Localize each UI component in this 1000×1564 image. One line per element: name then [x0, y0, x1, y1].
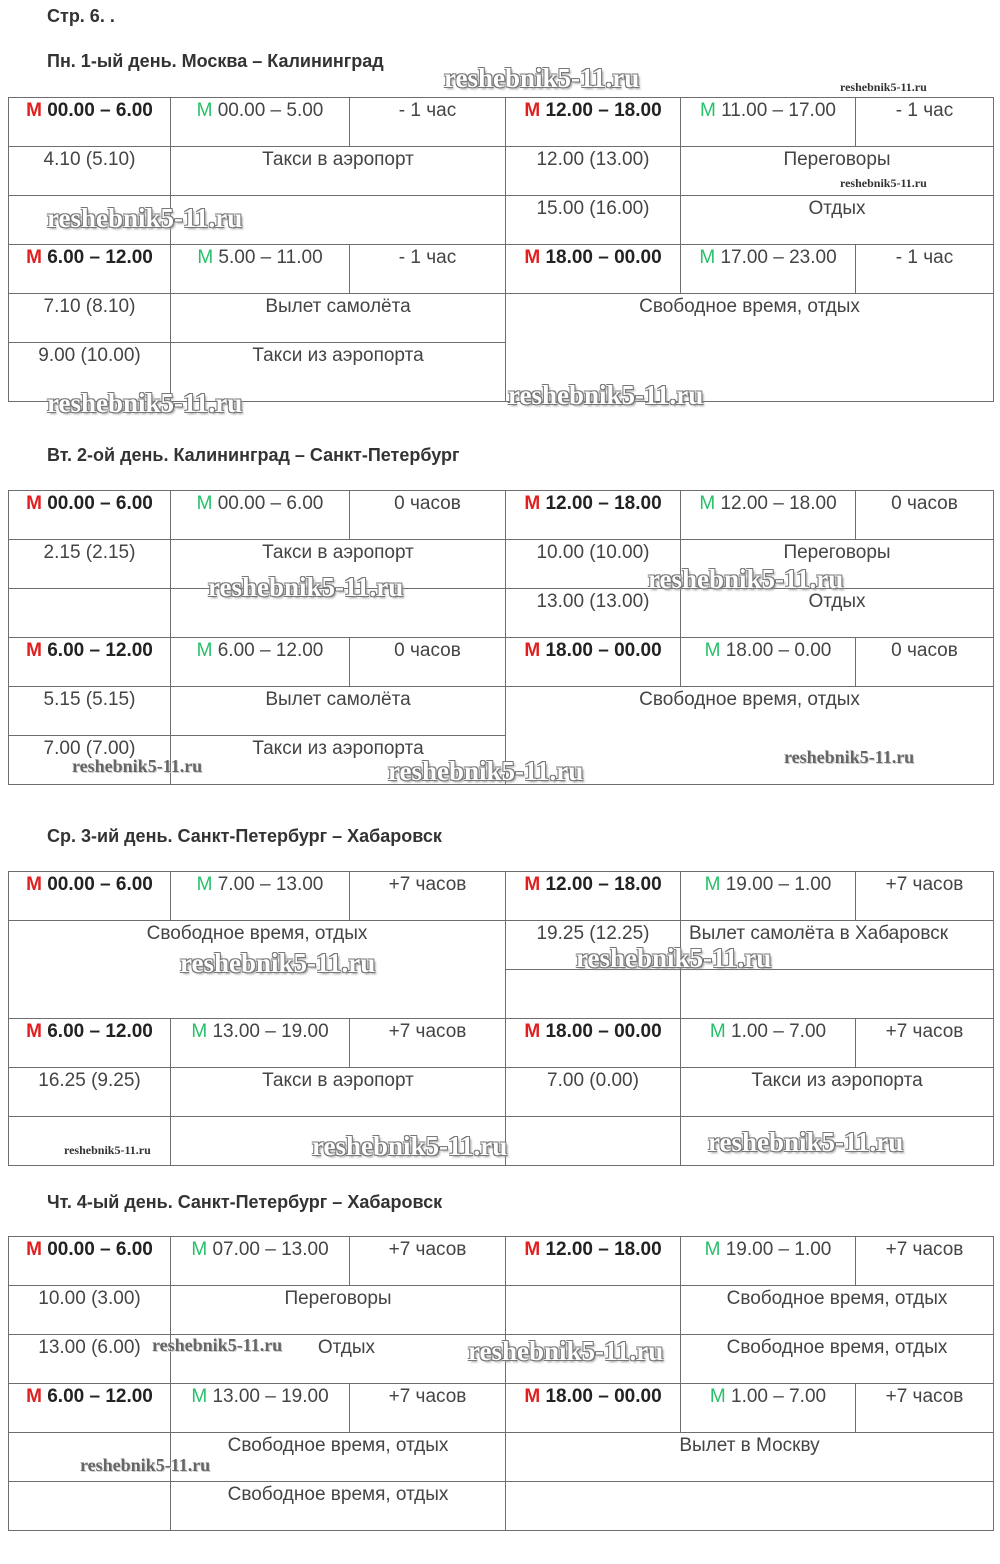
time-diff-cell: +7 часов: [856, 1384, 994, 1433]
watermark: reshebnik5-11.ru: [64, 1143, 151, 1157]
table-row: [9, 638, 994, 687]
event-time-cell: 10.00 (10.00): [506, 540, 681, 589]
event-cell: Свободное время, отдых: [506, 294, 994, 402]
event-cell: Такси из аэропорта: [171, 736, 506, 785]
table-row: [9, 1384, 994, 1433]
table-row: [9, 1019, 994, 1068]
local-time-cell: М 13.00 – 19.00: [171, 1019, 350, 1068]
local-time-cell: М 1.00 – 7.00: [681, 1384, 856, 1433]
event-cell: Свободное время, отдых: [681, 1286, 994, 1335]
moscow-time-cell: М 18.00 – 00.00: [506, 1384, 681, 1433]
local-time-cell: М 11.00 – 17.00: [681, 98, 856, 147]
event-cell: Отдых: [681, 589, 994, 638]
event-cell: [171, 196, 506, 245]
local-time-cell: М 7.00 – 13.00: [171, 872, 350, 921]
local-time-cell: М 00.00 – 5.00: [171, 98, 350, 147]
time-diff-cell: - 1 час: [856, 98, 994, 147]
event-cell: Переговоры: [681, 147, 994, 196]
table-row: [9, 687, 994, 736]
watermark: reshebnik5-11.ru: [47, 388, 243, 418]
event-cell: Отдых: [171, 1335, 506, 1384]
event-time-cell: 4.10 (5.10): [9, 147, 171, 196]
moscow-time-cell: М 12.00 – 18.00: [506, 491, 681, 540]
table-row: [9, 1286, 994, 1335]
time-diff-cell: 0 часов: [350, 638, 506, 687]
local-time-cell: М 1.00 – 7.00: [681, 1019, 856, 1068]
local-time-cell: М 19.00 – 1.00: [681, 872, 856, 921]
table-row: [9, 589, 994, 638]
watermark: reshebnik5-11.ru: [388, 756, 584, 786]
watermark: reshebnik5-11.ru: [508, 380, 704, 410]
moscow-time-cell: М 18.00 – 00.00: [506, 245, 681, 294]
watermark: reshebnik5-11.ru: [840, 80, 927, 94]
local-time-cell: М 19.00 – 1.00: [681, 1237, 856, 1286]
watermark: reshebnik5-11.ru: [444, 63, 640, 93]
day-2-heading: Вт. 2-ой день. Калининград – Санкт-Петербург: [47, 445, 460, 465]
event-time-cell: [506, 970, 681, 1019]
event-cell: Переговоры: [171, 1286, 506, 1335]
time-diff-cell: - 1 час: [350, 98, 506, 147]
watermark: reshebnik5-11.ru: [80, 1455, 211, 1475]
event-cell: [681, 1117, 994, 1166]
event-cell: Вылет в Москву: [506, 1433, 994, 1482]
local-time-cell: М 6.00 – 12.00: [171, 638, 350, 687]
watermark: reshebnik5-11.ru: [840, 176, 927, 190]
time-diff-cell: +7 часов: [350, 872, 506, 921]
day-4-heading: Чт. 4-ый день. Санкт-Петербург – Хабаровск: [47, 1192, 443, 1212]
event-time-cell: 9.00 (10.00): [9, 343, 171, 402]
event-cell: Вылет самолёта в Хабаровск: [681, 921, 994, 970]
event-time-cell: [506, 1335, 681, 1384]
event-time-cell: [9, 196, 171, 245]
table-row: [9, 1433, 994, 1482]
watermark: reshebnik5-11.ru: [468, 1336, 664, 1366]
table-row: [9, 921, 994, 970]
table-row: [9, 98, 994, 147]
time-diff-cell: 0 часов: [856, 491, 994, 540]
local-time-cell: М 13.00 – 19.00: [171, 1384, 350, 1433]
event-time-cell: 7.00 (7.00): [9, 736, 171, 785]
event-cell: Отдых: [681, 196, 994, 245]
event-cell: Такси из аэропорта: [171, 343, 506, 402]
moscow-time-cell: М 18.00 – 00.00: [506, 1019, 681, 1068]
event-cell: Свободное время, отдых: [171, 1482, 506, 1531]
time-diff-cell: 0 часов: [856, 638, 994, 687]
local-time-cell: М 5.00 – 11.00: [171, 245, 350, 294]
watermark: reshebnik5-11.ru: [152, 1335, 283, 1355]
event-time-cell: 5.15 (5.15): [9, 687, 171, 736]
day-3-heading: Ср. 3-ий день. Санкт-Петербург – Хабаровск: [47, 826, 442, 846]
moscow-time-cell: М 00.00 – 6.00: [9, 98, 171, 147]
local-time-cell: М 07.00 – 13.00: [171, 1237, 350, 1286]
watermark: reshebnik5-11.ru: [47, 203, 243, 233]
day-4-schedule-table: [8, 1236, 994, 1531]
event-cell: Свободное время, отдых: [9, 921, 506, 1019]
event-cell: Такси в аэропорт: [171, 540, 506, 589]
event-cell: Свободное время, отдых: [681, 1335, 994, 1384]
table-row: [9, 1068, 994, 1117]
watermark: reshebnik5-11.ru: [312, 1131, 508, 1161]
event-cell: Вылет самолёта: [171, 294, 506, 343]
watermark: reshebnik5-11.ru: [72, 756, 203, 776]
time-diff-cell: +7 часов: [350, 1384, 506, 1433]
moscow-time-cell: М 18.00 – 00.00: [506, 638, 681, 687]
time-diff-cell: +7 часов: [350, 1237, 506, 1286]
day-3-schedule-table: [8, 871, 994, 1166]
day-1-heading: Пн. 1-ый день. Москва – Калининград: [47, 51, 384, 71]
event-cell: Вылет самолёта: [171, 687, 506, 736]
table-row: [9, 1117, 994, 1166]
time-diff-cell: +7 часов: [856, 872, 994, 921]
event-time-cell: 15.00 (16.00): [506, 196, 681, 245]
moscow-time-cell: М 6.00 – 12.00: [9, 1019, 171, 1068]
page-title: Стр. 6. .: [47, 6, 115, 26]
local-time-cell: М 18.00 – 0.00: [681, 638, 856, 687]
day-2-schedule-table: [8, 490, 994, 785]
event-cell: Такси в аэропорт: [171, 1068, 506, 1117]
time-diff-cell: +7 часов: [856, 1019, 994, 1068]
event-cell: [171, 1117, 506, 1166]
moscow-time-cell: М 12.00 – 18.00: [506, 872, 681, 921]
time-diff-cell: - 1 час: [856, 245, 994, 294]
moscow-time-cell: М 6.00 – 12.00: [9, 1384, 171, 1433]
event-time-cell: [9, 1482, 171, 1531]
watermark: reshebnik5-11.ru: [708, 1127, 904, 1157]
local-time-cell: М 17.00 – 23.00: [681, 245, 856, 294]
watermark: reshebnik5-11.ru: [180, 948, 376, 978]
event-time-cell: 2.15 (2.15): [9, 540, 171, 589]
event-time-cell: [9, 1433, 171, 1482]
table-row: [9, 1482, 994, 1531]
local-time-cell: М 12.00 – 18.00: [681, 491, 856, 540]
table-row: [9, 872, 994, 921]
time-diff-cell: +7 часов: [856, 1237, 994, 1286]
event-time-cell: [9, 1117, 171, 1166]
event-cell: Такси в аэропорт: [171, 147, 506, 196]
moscow-time-cell: М 6.00 – 12.00: [9, 638, 171, 687]
table-row: [9, 294, 994, 343]
event-time-cell: 19.25 (12.25): [506, 921, 681, 970]
event-time-cell: [9, 589, 171, 638]
time-diff-cell: - 1 час: [350, 245, 506, 294]
event-time-cell: 12.00 (13.00): [506, 147, 681, 196]
watermark: reshebnik5-11.ru: [784, 747, 915, 767]
event-cell: Свободное время, отдых: [171, 1433, 506, 1482]
moscow-time-cell: М 00.00 – 6.00: [9, 491, 171, 540]
event-time-cell: 10.00 (3.00): [9, 1286, 171, 1335]
moscow-time-cell: М 12.00 – 18.00: [506, 98, 681, 147]
table-row: [9, 1237, 994, 1286]
day-1-schedule-table: [8, 97, 994, 402]
time-diff-cell: +7 часов: [350, 1019, 506, 1068]
table-row: [9, 245, 994, 294]
event-time-cell: 7.10 (8.10): [9, 294, 171, 343]
event-time-cell: [506, 1286, 681, 1335]
event-cell: Переговоры: [681, 540, 994, 589]
event-time-cell: [506, 1117, 681, 1166]
moscow-time-cell: М 00.00 – 6.00: [9, 1237, 171, 1286]
table-row: [9, 1335, 994, 1384]
table-row: [9, 147, 994, 196]
event-time-cell: 13.00 (6.00): [9, 1335, 171, 1384]
time-diff-cell: 0 часов: [350, 491, 506, 540]
event-cell: [506, 1482, 994, 1531]
event-cell: Свободное время, отдых: [506, 687, 994, 785]
moscow-time-cell: М 6.00 – 12.00: [9, 245, 171, 294]
event-cell: Такси из аэропорта: [681, 1068, 994, 1117]
local-time-cell: М 00.00 – 6.00: [171, 491, 350, 540]
event-cell: [681, 970, 994, 1019]
table-row: [9, 196, 994, 245]
moscow-time-cell: М 00.00 – 6.00: [9, 872, 171, 921]
event-cell: [171, 589, 506, 638]
event-time-cell: 7.00 (0.00): [506, 1068, 681, 1117]
watermark: reshebnik5-11.ru: [576, 943, 772, 973]
table-row: [9, 540, 994, 589]
watermark: reshebnik5-11.ru: [208, 572, 404, 602]
event-time-cell: 13.00 (13.00): [506, 589, 681, 638]
table-row: [9, 491, 994, 540]
moscow-time-cell: М 12.00 – 18.00: [506, 1237, 681, 1286]
watermark: reshebnik5-11.ru: [648, 564, 844, 594]
event-time-cell: 16.25 (9.25): [9, 1068, 171, 1117]
